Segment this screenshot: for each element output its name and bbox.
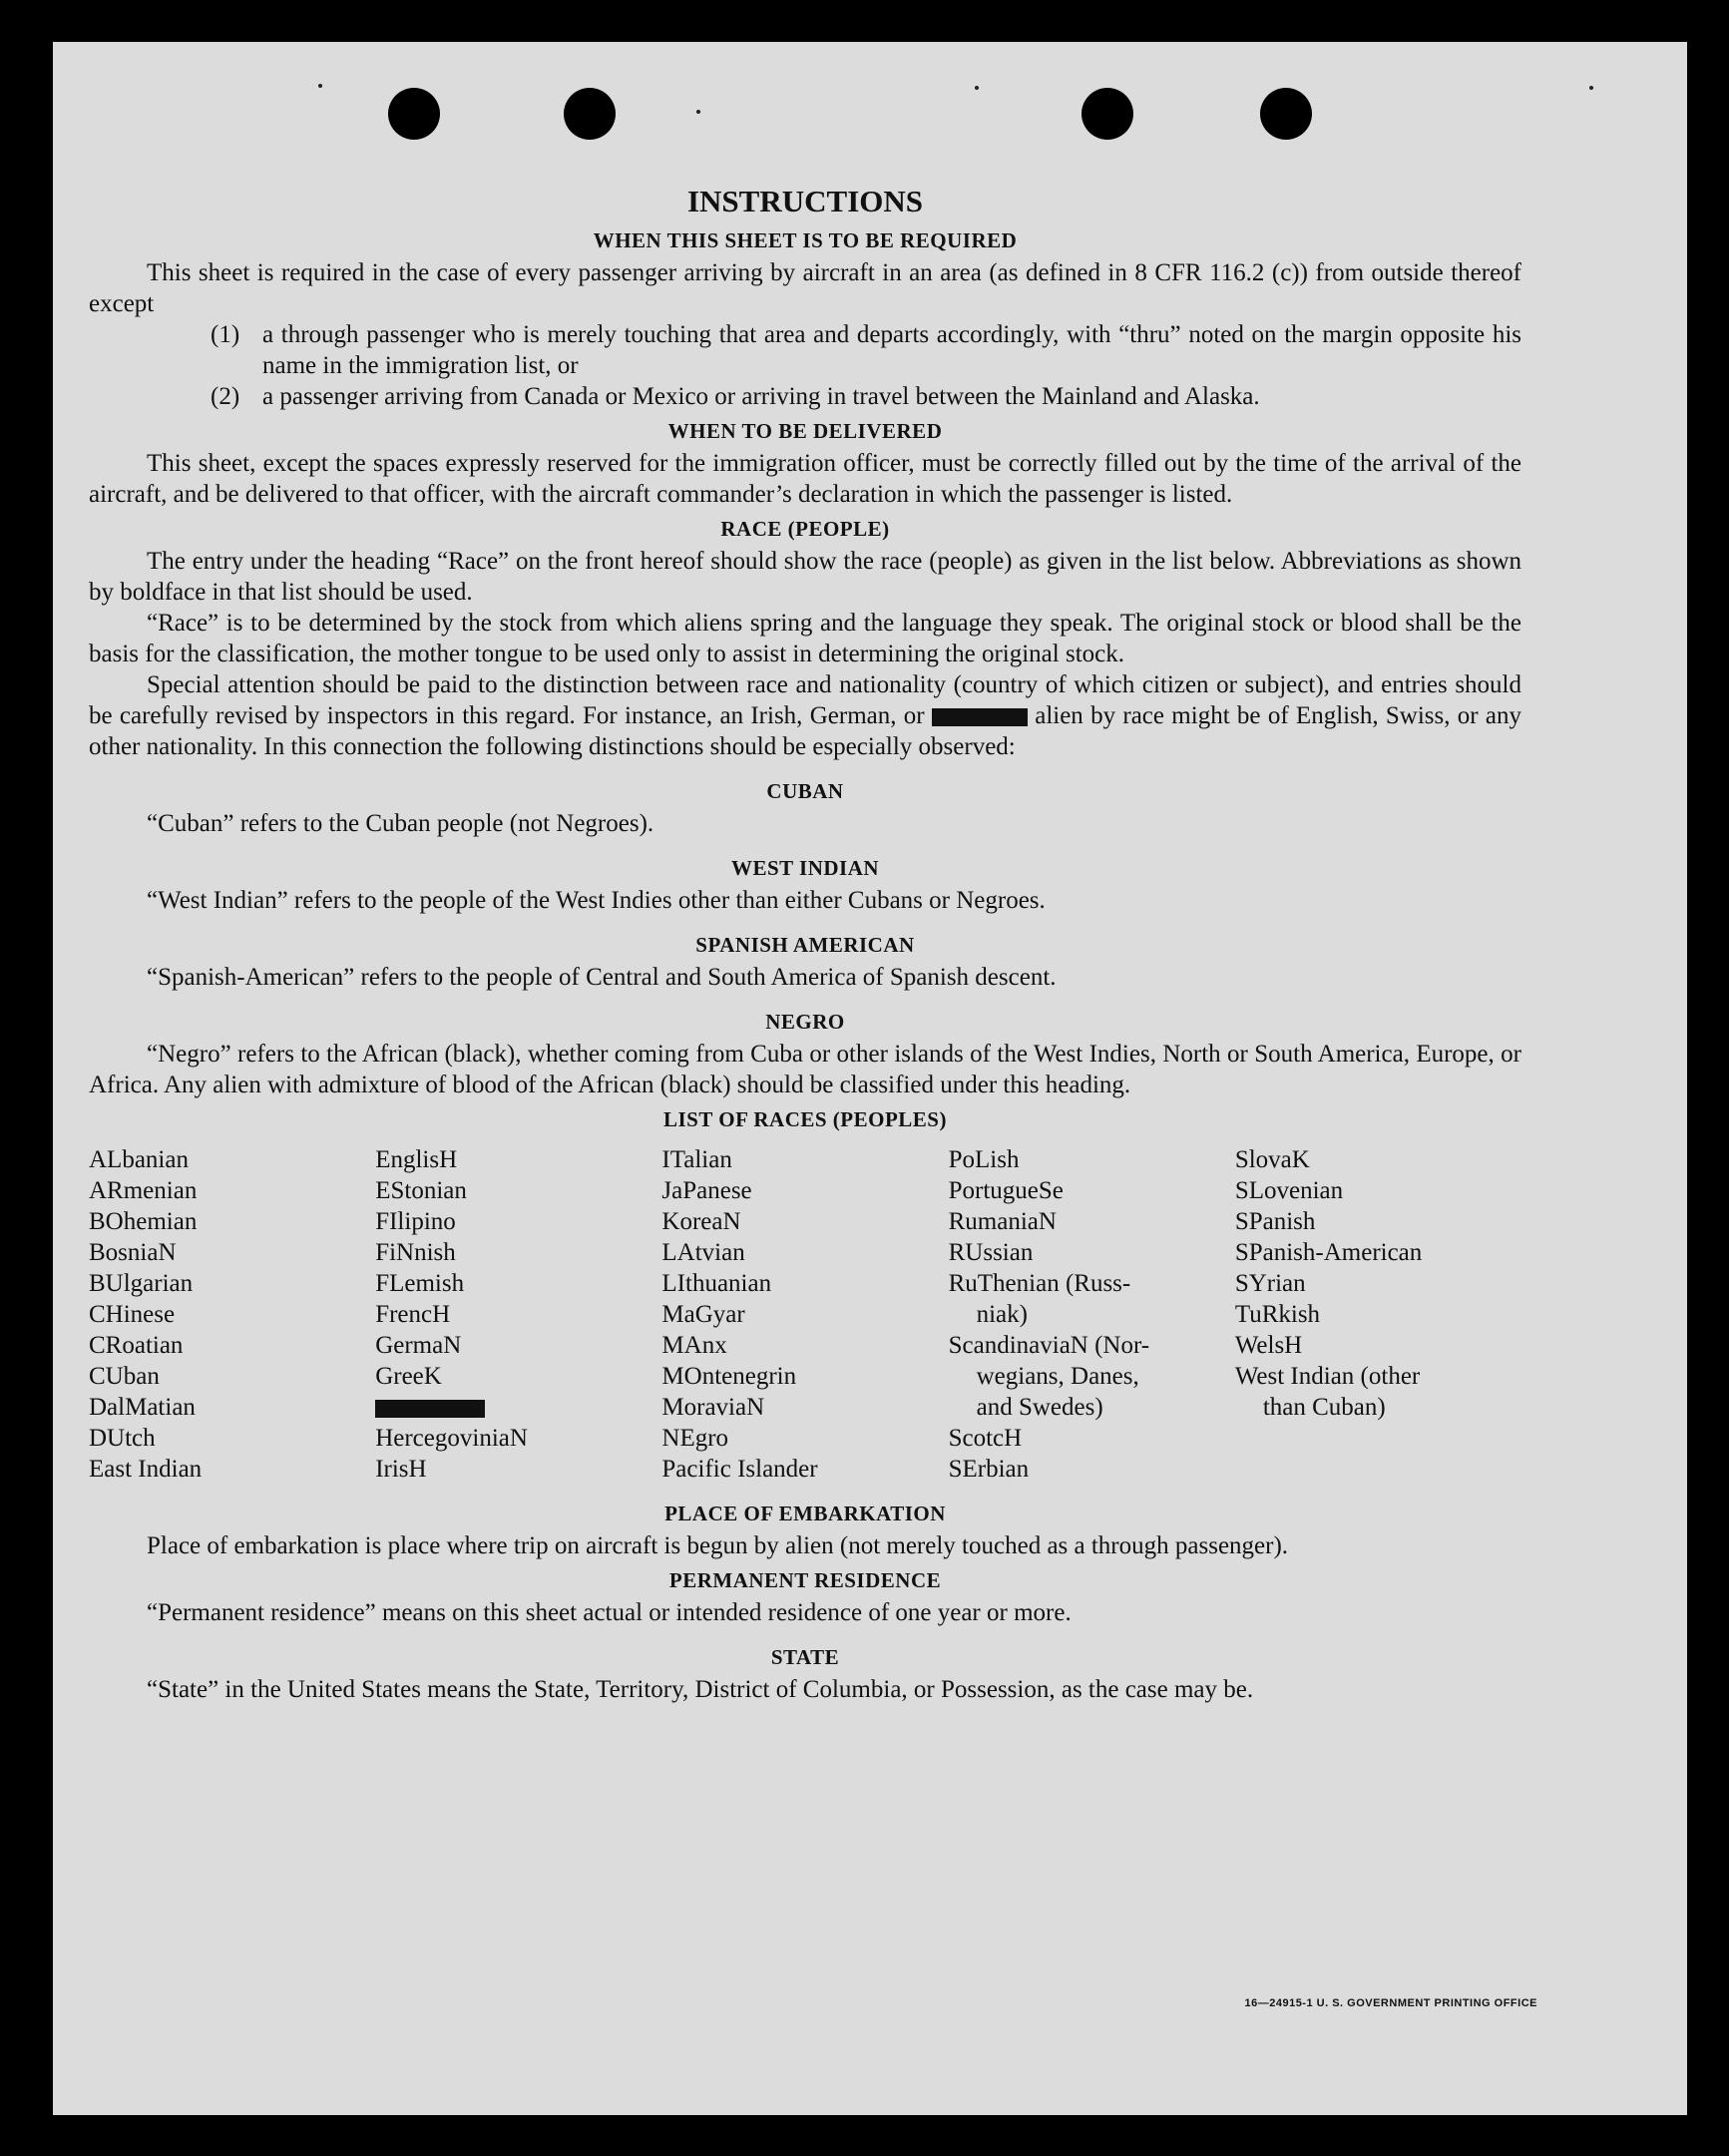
heading-delivered: WHEN TO BE DELIVERED bbox=[667, 419, 943, 443]
race-entry: LIthuanian bbox=[661, 1270, 772, 1297]
punch-hole bbox=[1081, 88, 1133, 140]
speck bbox=[1589, 86, 1593, 90]
race-entry: DUtch bbox=[89, 1425, 156, 1452]
list-item: (1) a through passenger who is merely touching that area and departs accordingly, with “thru” noted on the margin opposite his name in the immigration list, or bbox=[211, 321, 1521, 379]
heading-race: RACE (PEOPLE) bbox=[720, 517, 890, 541]
race-paragraph: “Race” is to be determined by the stock from which aliens spring and the language they speak. The original stock or blood shall be the basis for the classification, the mother tongue to be used only to assist in determining the original stock. bbox=[89, 610, 1521, 667]
race-entry: ARmenian bbox=[89, 1177, 198, 1204]
punch-hole bbox=[1260, 88, 1312, 140]
race-entry: BosniaN bbox=[89, 1239, 177, 1266]
redaction-mark bbox=[375, 1400, 485, 1418]
heading-state: STATE bbox=[770, 1645, 840, 1669]
race-entry: SLovenian bbox=[1234, 1177, 1344, 1204]
race-entry: ALbanian bbox=[89, 1146, 189, 1173]
instructions-content bbox=[89, 182, 1521, 1705]
list-item: (2) a passenger arriving from Canada or Mexico or arriving in travel between the Mainland and Alaska. bbox=[211, 383, 1260, 410]
race-entry: BUlgarian bbox=[89, 1270, 194, 1297]
race-entry: PortugueSe bbox=[948, 1177, 1064, 1204]
punch-hole bbox=[564, 88, 616, 140]
race-entry: ITalian bbox=[661, 1146, 732, 1173]
document-page bbox=[53, 42, 1687, 2115]
race-entry: Pacific Islander bbox=[661, 1456, 818, 1483]
race-entry: GermaN bbox=[375, 1332, 462, 1359]
race-entry: DalMatian bbox=[89, 1394, 196, 1421]
race-entry: East Indian bbox=[89, 1456, 203, 1483]
races-column bbox=[661, 1144, 948, 1485]
race-paragraph: The entry under the heading “Race” on the front hereof should show the race (people) as given in the list below. Abbreviations as shown by boldface in that list should be used. bbox=[89, 548, 1521, 606]
race-entry: SYrian bbox=[1234, 1270, 1306, 1297]
race-entry: CRoatian bbox=[89, 1332, 184, 1359]
heading-negro: NEGRO bbox=[765, 1010, 845, 1034]
embarkation-text: Place of embarkation is place where trip on aircraft is begun by alien (not merely touched as a through passenger). bbox=[147, 1532, 1289, 1559]
race-entry: than Cuban) bbox=[1262, 1394, 1386, 1421]
race-entry: CUban bbox=[89, 1363, 160, 1390]
residence-text: “Permanent residence” means on this sheet actual or intended residence of one year or more. bbox=[147, 1599, 1072, 1626]
heading-list-of-races: LIST OF RACES (PEOPLES) bbox=[663, 1107, 947, 1131]
race-entry: MAnx bbox=[661, 1332, 727, 1359]
race-entry: WelsH bbox=[1234, 1332, 1303, 1359]
race-entry: FrencH bbox=[375, 1301, 451, 1328]
heading-residence: PERMANENT RESIDENCE bbox=[668, 1568, 942, 1592]
race-entry: ScandinaviaN (Nor- bbox=[948, 1332, 1150, 1359]
race-entry: SErbian bbox=[948, 1456, 1030, 1483]
race-entry: JaPanese bbox=[661, 1177, 752, 1204]
west-indian-text: “West Indian” refers to the people of the West Indies other than either Cubans or Negroes. bbox=[147, 887, 1046, 914]
race-entry: SlovaK bbox=[1234, 1146, 1310, 1173]
race-entry bbox=[375, 1392, 661, 1423]
spanish-american-text: “Spanish-American” refers to the people of Central and South America of Spanish descent. bbox=[147, 964, 1057, 991]
race-entry: MaGyar bbox=[661, 1301, 745, 1328]
race-entry: PoLish bbox=[948, 1146, 1020, 1173]
races-column bbox=[375, 1144, 661, 1485]
race-entry: FiNnish bbox=[375, 1239, 456, 1266]
race-entry: BOhemian bbox=[89, 1208, 198, 1235]
race-entry: MOntenegrin bbox=[661, 1363, 797, 1390]
race-entry: IrisH bbox=[375, 1456, 427, 1483]
race-entry: HercegoviniaN bbox=[375, 1425, 528, 1452]
required-intro: This sheet is required in the case of every passenger arriving by aircraft in an area (as defined in 8 CFR 116.2 (c)) from outside thereof except bbox=[89, 259, 1521, 317]
races-list bbox=[89, 1144, 1521, 1485]
printer-imprint: 16—24915-1 U. S. GOVERNMENT PRINTING OFFICE bbox=[1244, 1997, 1537, 2009]
races-column bbox=[949, 1144, 1235, 1485]
race-entry: EnglisH bbox=[375, 1146, 458, 1173]
heading-west-indian: WEST INDIAN bbox=[730, 856, 880, 880]
heading-spanish-american: SPANISH AMERICAN bbox=[695, 933, 915, 957]
state-text: “State” in the United States means the State, Territory, District of Columbia, or Possession, as the case may be. bbox=[147, 1676, 1254, 1703]
redaction-mark bbox=[932, 708, 1028, 726]
race-entry: RUssian bbox=[948, 1239, 1034, 1266]
race-entry: NEgro bbox=[661, 1425, 729, 1452]
race-entry: West Indian (other bbox=[1234, 1363, 1421, 1390]
race-entry: FIlipino bbox=[375, 1208, 456, 1235]
race-entry: niak) bbox=[976, 1301, 1028, 1328]
race-entry: LAtvian bbox=[661, 1239, 745, 1266]
race-paragraph: Special attention should be paid to the distinction between race and nationality (country of which citizen or subject), and entries should be carefully revised by inspectors in this regard. For instance, an Irish, German, or alien by race might be of English, Swiss, or any other nationality. In this connection the following distinctions should be especially observed: bbox=[89, 671, 1521, 760]
cuban-text: “Cuban” refers to the Cuban people (not Negroes). bbox=[147, 810, 654, 837]
race-entry: SPanish-American bbox=[1234, 1239, 1423, 1266]
punch-hole bbox=[388, 88, 440, 140]
speck bbox=[975, 86, 979, 90]
races-column bbox=[89, 1144, 375, 1485]
race-entry: FLemish bbox=[375, 1270, 465, 1297]
race-entry: RumaniaN bbox=[948, 1208, 1057, 1235]
heading-required: WHEN THIS SHEET IS TO BE REQUIRED bbox=[593, 228, 1018, 252]
heading-embarkation: PLACE OF EMBARKATION bbox=[664, 1502, 946, 1525]
race-entry: wegians, Danes, bbox=[976, 1363, 1139, 1390]
negro-text: “Negro” refers to the African (black), whether coming from Cuba or other islands of the West Indies, North or South America, Europe, or Africa. Any alien with admixture of blood of the African (black) should be classified under this heading. bbox=[89, 1041, 1521, 1098]
race-entry: TuRkish bbox=[1234, 1301, 1321, 1328]
speck bbox=[318, 84, 322, 88]
race-entry: RuThenian (Russ- bbox=[948, 1270, 1131, 1297]
race-entry: GreeK bbox=[375, 1363, 442, 1390]
heading-cuban: CUBAN bbox=[766, 779, 844, 803]
race-entry: CHinese bbox=[89, 1301, 176, 1328]
races-column bbox=[1235, 1144, 1521, 1485]
delivered-text: This sheet, except the spaces expressly reserved for the immigration officer, must be correctly filled out by the time of the arrival of the aircraft, and be delivered to that officer, with the aircraft commander’s declaration in which the passenger is listed. bbox=[89, 450, 1521, 508]
race-entry: ScotcH bbox=[948, 1425, 1023, 1452]
race-entry: and Swedes) bbox=[976, 1394, 1103, 1421]
page-title: INSTRUCTIONS bbox=[686, 184, 923, 218]
race-entry: EStonian bbox=[375, 1177, 467, 1204]
race-entry: SPanish bbox=[1234, 1208, 1316, 1235]
speck bbox=[696, 110, 700, 114]
race-entry: KoreaN bbox=[661, 1208, 741, 1235]
race-entry: MoraviaN bbox=[661, 1394, 765, 1421]
